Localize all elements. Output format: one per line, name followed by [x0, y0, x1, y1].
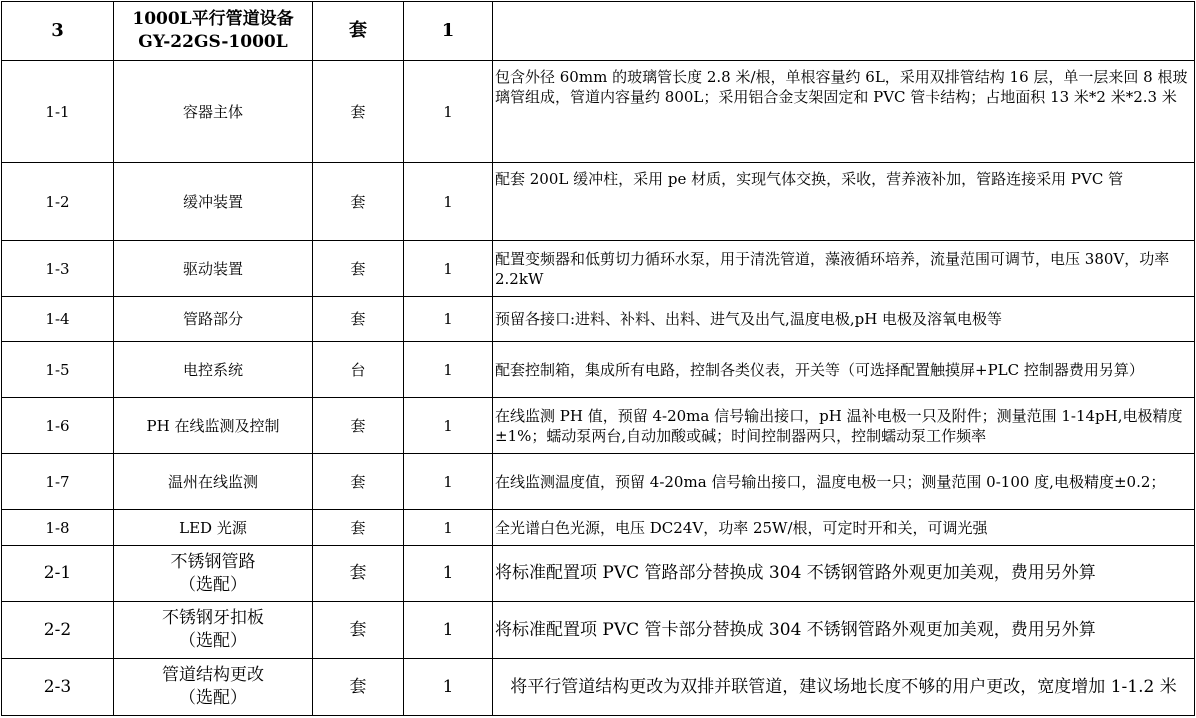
item-desc — [493, 2, 1195, 61]
row-name: LED 光源 — [114, 510, 313, 546]
table-row — [2, 398, 1195, 454]
row-desc: 配套控制箱，集成所有电路，控制各类仪表，开关等（可选择配置触摸屏+PLC 控制器费用另算） — [493, 342, 1195, 398]
row-qty: 1 — [404, 61, 493, 163]
row-name: 缓冲装置 — [114, 163, 313, 241]
row-desc: 将标准配置项 PVC 管卡部分替换成 304 不锈钢管路外观更加美观，费用另外算 — [493, 602, 1195, 659]
item-name-line1: 1000L平行管道设备 — [132, 9, 294, 29]
row-qty: 1 — [404, 546, 493, 602]
row-desc: 将平行管道结构更改为双排并联管道，建议场地长度不够的用户更改，宽度增加 1-1.2 米 — [493, 659, 1195, 716]
row-number: 1-2 — [2, 163, 114, 241]
row-name — [114, 546, 313, 602]
row-qty: 1 — [404, 510, 493, 546]
row-unit: 套 — [313, 163, 404, 241]
row-name-line1: 不锈钢牙扣板 — [162, 608, 264, 628]
row-name: 温州在线监测 — [114, 454, 313, 510]
row-number: 2-1 — [2, 546, 114, 602]
row-name — [114, 659, 313, 716]
row-qty: 1 — [404, 659, 493, 716]
row-name: 驱动装置 — [114, 241, 313, 297]
row-qty: 1 — [404, 454, 493, 510]
row-desc: 预留各接口:进料、补料、出料、进气及出气,温度电极,pH 电极及溶氧电极等 — [493, 297, 1195, 342]
table-row — [2, 61, 1195, 163]
row-desc: 在线监测 PH 值，预留 4-20ma 信号输出接口，pH 温补电极一只及附件；测量范围 1-14pH,电极精度±1%；蠕动泵两台,自动加酸或碱；时间控制器两只，控制蠕动泵工作频率 — [493, 398, 1195, 454]
row-qty: 1 — [404, 342, 493, 398]
table-row — [2, 342, 1195, 398]
row-unit: 套 — [313, 510, 404, 546]
row-unit: 套 — [313, 241, 404, 297]
row-qty: 1 — [404, 398, 493, 454]
row-desc: 将标准配置项 PVC 管路部分替换成 304 不锈钢管路外观更加美观，费用另外算 — [493, 546, 1195, 602]
row-number: 1-1 — [2, 61, 114, 163]
table-row-header-item — [2, 2, 1195, 61]
row-name: PH 在线监测及控制 — [114, 398, 313, 454]
row-unit: 套 — [313, 297, 404, 342]
row-name-line1: 不锈钢管路 — [170, 551, 256, 572]
row-number: 1-8 — [2, 510, 114, 546]
row-number: 1-5 — [2, 342, 114, 398]
table-row — [2, 510, 1195, 546]
row-unit: 套 — [313, 454, 404, 510]
row-unit: 套 — [313, 398, 404, 454]
item-name — [114, 2, 313, 61]
row-number: 1-7 — [2, 454, 114, 510]
table-row — [2, 454, 1195, 510]
row-name: 电控系统 — [114, 342, 313, 398]
table-row — [2, 602, 1195, 659]
row-unit: 套 — [313, 659, 404, 716]
row-name: 容器主体 — [114, 61, 313, 163]
row-desc: 在线监测温度值，预留 4-20ma 信号输出接口，温度电极一只；测量范围 0-100 度,电极精度±0.2； — [493, 454, 1195, 510]
row-name-line1: 管道结构更改 — [162, 665, 264, 685]
row-name — [114, 602, 313, 659]
row-name-option: （选配） — [179, 631, 247, 651]
row-desc: 配置变频器和低剪切力循环水泵，用于清洗管道，藻液循环培养，流量范围可调节，电压 380V，功率 2.2kW — [493, 241, 1195, 297]
item-number: 3 — [2, 2, 114, 61]
row-number: 1-6 — [2, 398, 114, 454]
item-unit: 套 — [313, 2, 404, 61]
row-number: 2-3 — [2, 659, 114, 716]
row-unit: 套 — [313, 602, 404, 659]
row-unit: 套 — [313, 61, 404, 163]
row-name-option: （选配） — [179, 574, 247, 595]
table-row — [2, 241, 1195, 297]
row-qty: 1 — [404, 163, 493, 241]
row-name-option: （选配） — [179, 688, 247, 708]
table-row — [2, 659, 1195, 716]
row-unit: 套 — [313, 546, 404, 602]
row-unit: 台 — [313, 342, 404, 398]
row-qty: 1 — [404, 297, 493, 342]
table-row — [2, 163, 1195, 241]
spec-table — [1, 1, 1195, 716]
row-number: 2-2 — [2, 602, 114, 659]
row-qty: 1 — [404, 602, 493, 659]
table-row — [2, 297, 1195, 342]
row-number: 1-3 — [2, 241, 114, 297]
item-qty: 1 — [404, 2, 493, 61]
row-number: 1-4 — [2, 297, 114, 342]
row-desc: 全光谱白色光源，电压 DC24V，功率 25W/根，可定时开和关，可调光强 — [493, 510, 1195, 546]
row-qty: 1 — [404, 241, 493, 297]
row-desc: 配套 200L 缓冲柱，采用 pe 材质，实现气体交换，采收，营养液补加，管路连接采用 PVC 管 — [493, 163, 1195, 241]
item-model: GY-22GS-1000L — [138, 32, 288, 52]
table-row — [2, 546, 1195, 602]
row-name: 管路部分 — [114, 297, 313, 342]
row-desc: 包含外径 60mm 的玻璃管长度 2.8 米/根，单根容量约 6L，采用双排管结构 16 层，单一层来回 8 根玻璃管组成，管道内容量约 800L；采用铝合金支架固定和 PVC 管卡结构；占地面积 13 米*2 米*2.3 米 — [493, 61, 1195, 163]
